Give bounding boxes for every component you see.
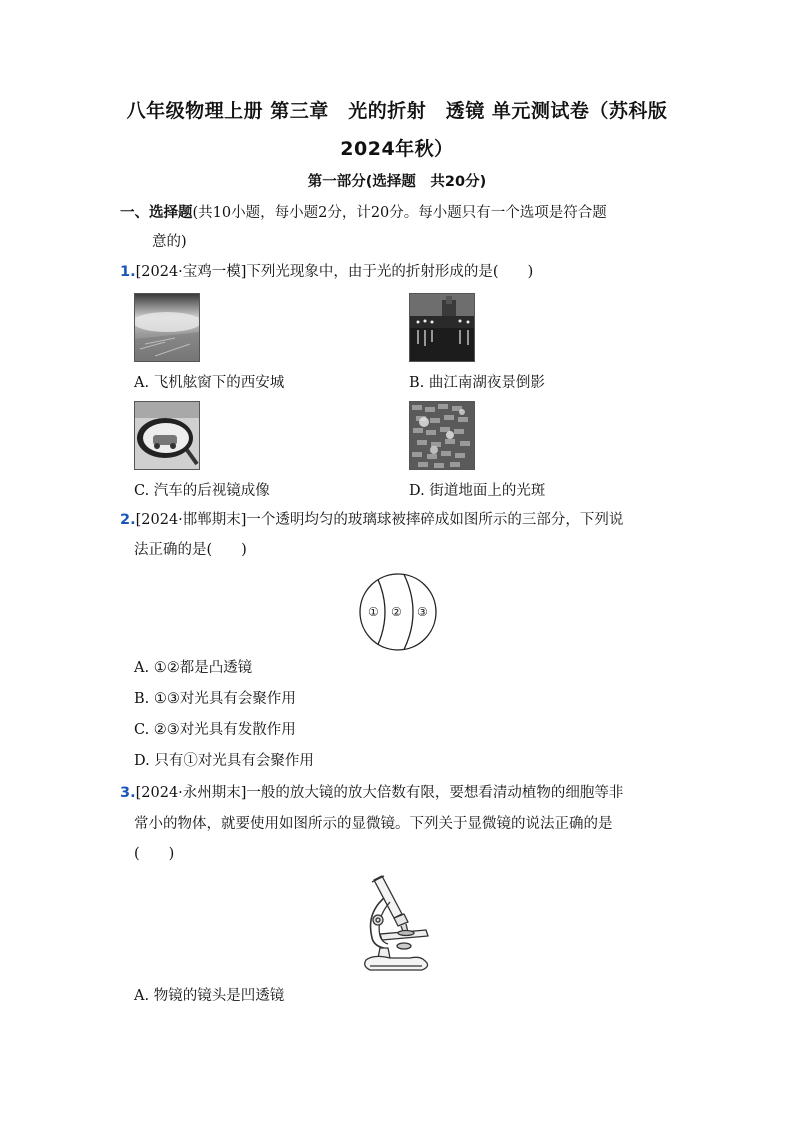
q3-stem-line3: ( ) <box>134 846 175 862</box>
q2-option-a: A. ①②都是凸透镜 <box>134 660 253 676</box>
q3-option-a: A. 物镜的镜头是凹透镜 <box>134 988 285 1004</box>
q2-text: [2024·邯郸期末]一个透明均匀的玻璃球被摔碎成如图所示的三部分，下列说 <box>135 512 624 528</box>
figure-label-3: ③ <box>417 605 428 619</box>
q1-stem <box>120 262 533 282</box>
q1-option-a: A. 飞机舷窗下的西安城 <box>134 375 285 391</box>
glass-sphere-figure <box>356 570 440 654</box>
part1-heading <box>120 203 607 223</box>
figure-label-1: ① <box>368 605 379 619</box>
q3-stem-line2: 常小的物体，就要使用如图所示的显微镜。下列关于显微镜的说法正确的是 <box>134 816 613 832</box>
section-heading: 第一部分(选择题 共20分) <box>307 174 487 190</box>
q2-stem-line1 <box>120 510 623 530</box>
q3-text: [2024·永州期末]一般的放大镜的放大倍数有限，要想看清动植物的细胞等非 <box>135 785 624 801</box>
photo-d-light-spots <box>409 401 475 470</box>
q1-number: 1. <box>120 264 136 280</box>
q2-option-c: C. ②③对光具有发散作用 <box>134 722 296 738</box>
exam-title-line1: 八年级物理上册 第三章 光的折射 透镜 单元测试卷（苏科版 <box>126 100 668 122</box>
q1-option-c: C. 汽车的后视镜成像 <box>134 483 270 499</box>
photo-a-airplane-view <box>134 293 200 362</box>
microscope-figure <box>360 874 436 974</box>
photo-c-side-mirror <box>134 401 200 470</box>
q1-text: [2024·宝鸡一模]下列光现象中，由于光的折射形成的是( ) <box>135 264 534 280</box>
exam-title-line2: 2024年秋） <box>340 138 454 160</box>
photo-b-lake-reflection <box>409 293 475 362</box>
q1-option-d: D. 街道地面上的光斑 <box>409 483 546 499</box>
figure-label-2: ② <box>391 605 402 619</box>
q3-stem-line1 <box>120 783 623 803</box>
q3-number: 3. <box>120 785 136 801</box>
q2-option-b: B. ①③对光具有会聚作用 <box>134 691 296 707</box>
q2-option-d: D. 只有①对光具有会聚作用 <box>134 753 314 769</box>
part1-heading-text: (共10小题，每小题2分，计20分。每小题只有一个选项是符合题 <box>192 205 607 221</box>
part1-heading-label: 一、选择题 <box>120 205 193 221</box>
q2-number: 2. <box>120 512 136 528</box>
q1-option-b: B. 曲江南湖夜景倒影 <box>409 375 545 391</box>
part1-heading-cont: 意的) <box>152 234 187 250</box>
q2-stem-line2: 法正确的是( ) <box>134 542 247 558</box>
